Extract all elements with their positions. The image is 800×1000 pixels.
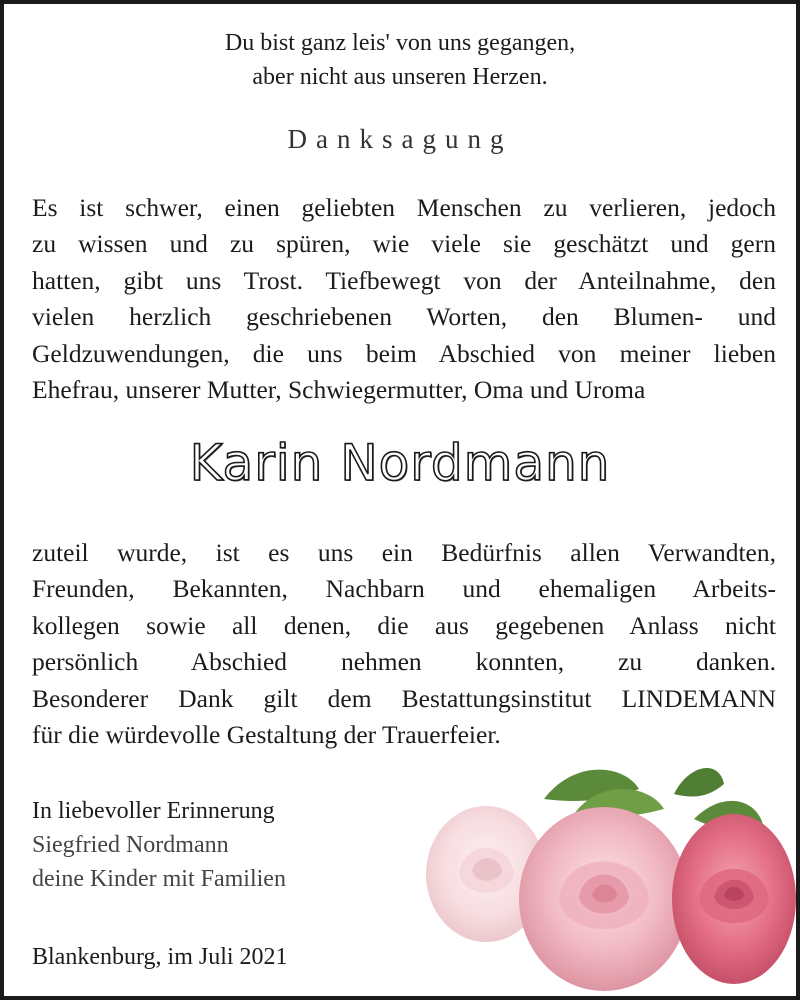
paragraph-1-line: hatten, gibt uns Trost. Tiefbewegt von der Anteilnahme, den <box>32 265 776 295</box>
motto-line-2: aber nicht aus unseren Herzen. <box>252 64 548 90</box>
signatory-name: Siegfried Nordmann <box>32 832 229 858</box>
motto <box>4 26 796 94</box>
paragraph-1-line: Ehefrau, unserer Mutter, Schwiegermutter, Oma und Uroma <box>32 375 646 405</box>
paragraph-1-line: zu wissen und zu spüren, wie viele sie geschätzt und gern <box>32 229 776 259</box>
paragraph-1-line: Geldzuwendungen, die uns beim Abschied von meiner lieben <box>32 338 776 368</box>
deceased-name: Karin Nordmann <box>189 434 611 492</box>
closing-line: In liebevoller Erinnerung <box>32 798 275 824</box>
paragraph-2 <box>32 535 776 753</box>
paragraph-1 <box>32 190 776 408</box>
paragraph-1-line: Es ist schwer, einen geliebten Menschen zu verlieren, jedoch <box>32 193 776 222</box>
paragraph-2-line: kollegen sowie all denen, die aus gegebenen Anlass nicht <box>32 610 776 640</box>
paragraph-2-line: zuteil wurde, ist es uns ein Bedürfnis allen Verwandten, <box>32 538 776 567</box>
paragraph-2-line: Freunden, Bekannten, Nachbarn und ehemaligen Arbeits- <box>32 574 776 604</box>
motto-line-1: Du bist ganz leis' von uns gegangen, <box>224 30 576 56</box>
place-date: Blankenburg, im Juli 2021 <box>32 944 288 970</box>
heading-danksagung: Danksagung <box>287 124 513 154</box>
closing-signature <box>32 794 286 896</box>
paragraph-1-line: vielen herzlich geschriebenen Worten, den Blumen- und <box>32 302 776 332</box>
signatory-family: deine Kinder mit Familien <box>32 866 286 892</box>
paragraph-2-line: Besonderer Dank gilt dem Bestattungsinstitut LINDEMANN <box>32 683 776 713</box>
roses-icon <box>424 759 796 996</box>
paragraph-2-line: für die würdevolle Gestaltung der Trauerfeier. <box>32 720 501 750</box>
paragraph-2-line: persönlich Abschied nehmen konnten, zu danken. <box>32 647 776 677</box>
